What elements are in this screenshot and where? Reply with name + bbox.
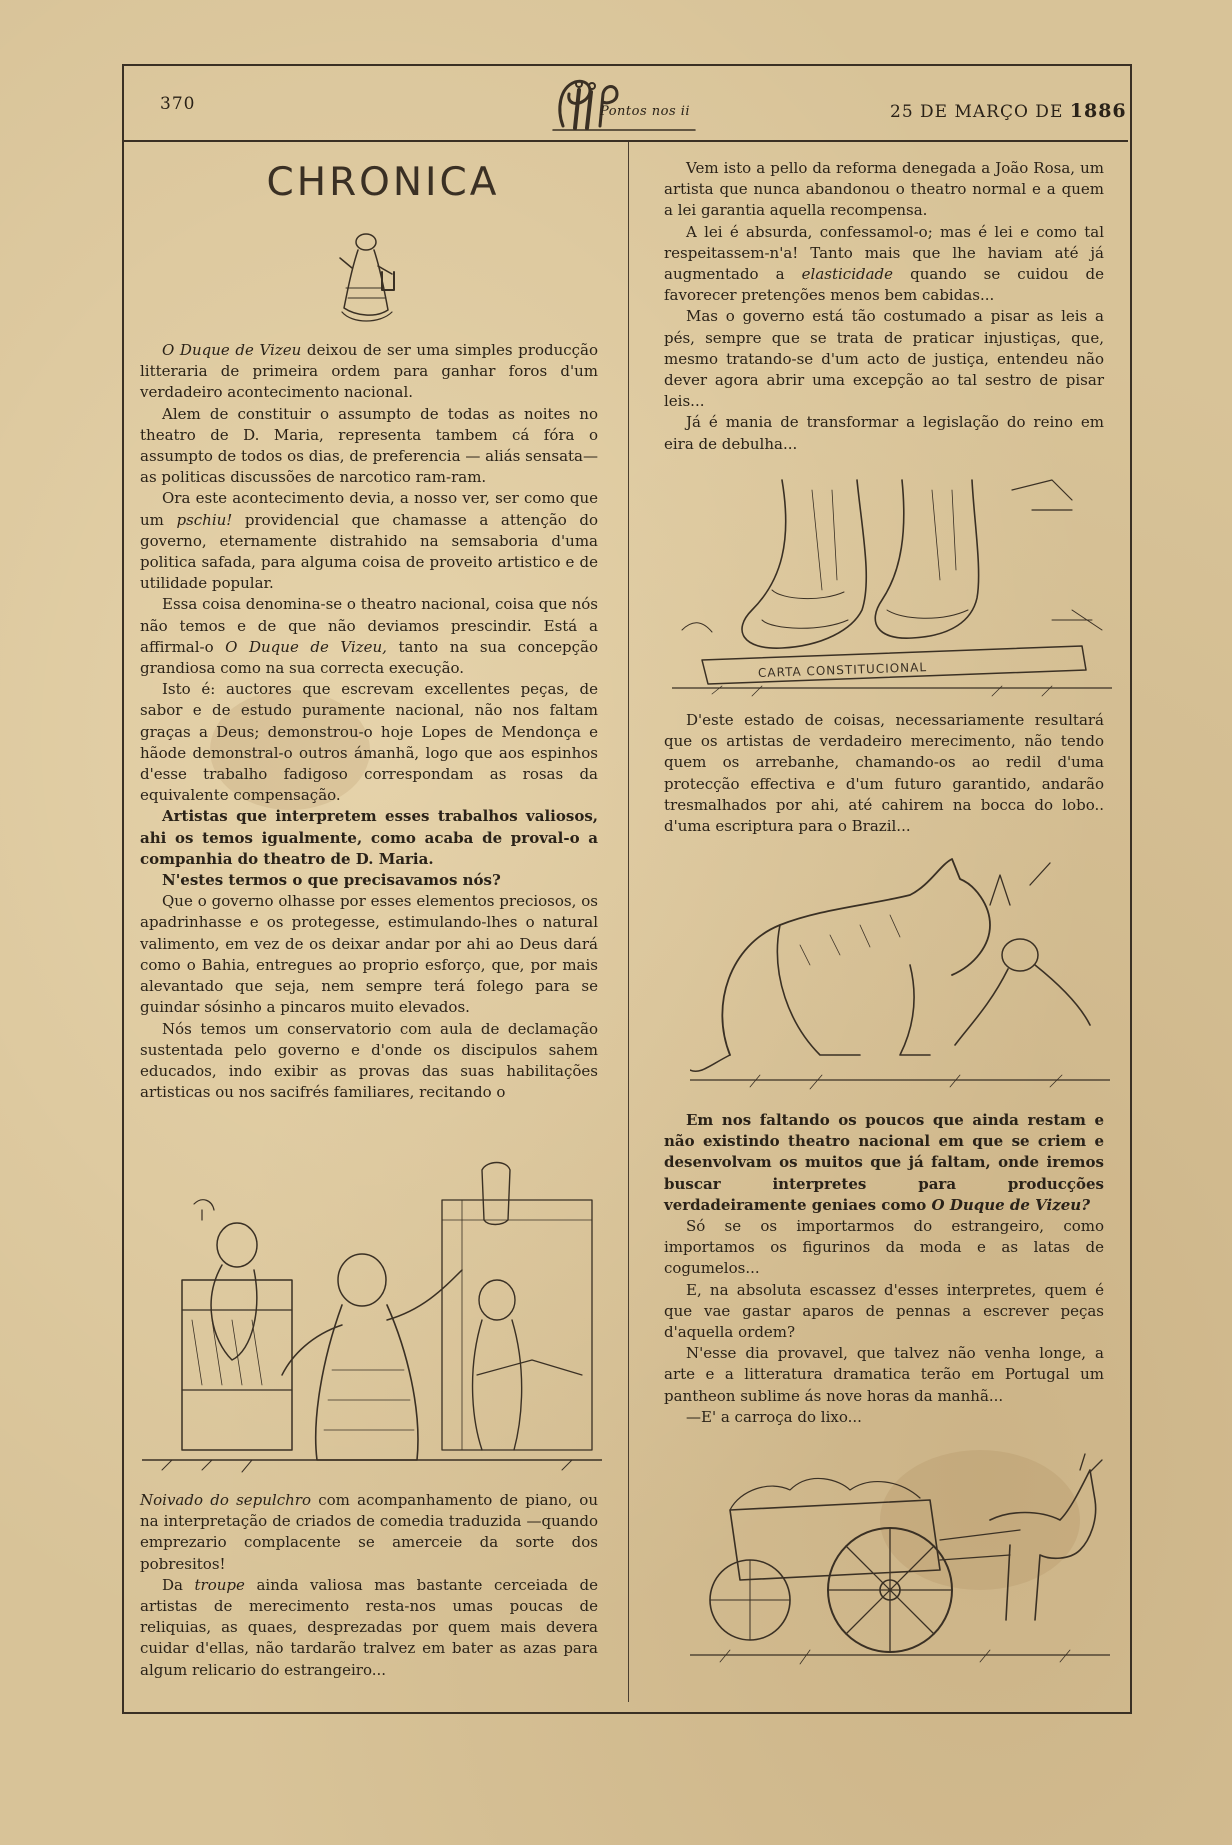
poem-title: Noivado do sepulchro — [140, 1491, 311, 1509]
paragraph — [140, 1490, 598, 1575]
right-column-text-top — [664, 158, 1104, 455]
paragraph-text: A lei é absurda, confessamol-o; mas é lei e como tal respeitassem-n'a! Tanto mais que lhe haviam até já augmentado a — [664, 222, 1104, 284]
column-rule — [628, 142, 629, 1702]
right-column-text-middle — [664, 710, 1104, 837]
issue-date — [890, 100, 1127, 122]
garbage-cart-illustration — [690, 1450, 1110, 1670]
paragraph-bold: Artistas que interpretem esses trabalhos valiosos, ahi os temos igualmente, como acaba de proval-o a companhia do theatro de D. Maria. — [140, 807, 598, 868]
italic-word: O Duque de Vizeu? — [931, 1195, 1090, 1214]
paragraph: D'este estado de coisas, necessariamente resultará que os artistas de verdadeiro merecimento, não tendo quem os arrebanhe, chamando-os ao redil d'uma protecção effectiva e d'um futuro garantido, andarão tresmalhados por ahi, até cahirem na bocca do lobo.. d'uma escriptura para o Brazil... — [664, 711, 1104, 836]
issue-date-year: 1886 — [1069, 100, 1127, 122]
paragraph — [664, 222, 1104, 307]
paragraph: Nós temos um conservatorio com aula de declamação sustentada pelo governo e d'onde os discipulos sahem educados, indo exibir as provas das suas habilitações artisticas ou nos sacifrés familiares, recitando o — [140, 1019, 598, 1102]
paragraph-text: quando se cuidou de favorecer pretenções menos bem cabidas... — [664, 265, 1104, 305]
paragraph: N'esse dia provavel, que talvez não venha longe, a arte e a litteratura dramatica terão em Portugal um pantheon sublime ás nove horas da manhã... — [664, 1344, 1104, 1405]
paragraph: Que o governo olhasse por esses elementos preciosos, os apadrinhasse e os protegesse, estimulando-lhes o natural valimento, em vez de os deixar andar por ahi ao Deus dará como o Bahia, entregues ao proprio esforço, que, por mais alevantado que seja, nem sempre terá folego para se guindar sósinho a pincaros muito elevados. — [140, 892, 598, 1017]
paragraph-text: deixou de ser uma simples producção litteraria de primeira ordem para ganhar foros d'um verdadeiro acontecimento nacional. — [140, 341, 599, 402]
paragraph-bold: N'estes termos o que precisavamos nós? — [162, 871, 501, 890]
masthead-logo — [545, 70, 705, 136]
paragraph-text: ainda valiosa mas bastante cerceiada de artistas de merecimento resta-nos umas poucas de reliquias, as quaes, desprezadas por quem mais devera cuidar d'ellas, não tardarão tralvez em bater as azas para algum relicario do estrangeiro... — [140, 1575, 598, 1679]
italic-word: O Duque de Vizeu, — [225, 637, 387, 656]
paragraph — [140, 488, 598, 594]
paragraph — [140, 340, 598, 404]
paragraph-text: providencial que chamasse a attenção do governo, eternamente distrahido na semsaboria d'uma politica safada, para alguma coisa de proveito artistico e de utilidade popular. — [140, 510, 598, 593]
wolf-attack-illustration — [690, 855, 1110, 1105]
paragraph: E, na absoluta escassez d'esses interpretes, quem é que vae gastar aparos de pennas a escrever peças d'aquella ordem? — [664, 1280, 1104, 1342]
paragraph-text: Em nos faltando os poucos que ainda restam e não existindo theatro nacional em que se criem e desenvolvam os muitos que já faltam, onde iremos buscar interpretes para producções verdadeiramente geniaes como — [664, 1111, 1104, 1214]
right-column-text-bottom — [664, 1110, 1104, 1428]
paragraph-text: Ora este acontecimento devia, a nosso ver, ser como que um — [140, 489, 598, 529]
paragraph: Mas o governo está tão costumado a pisar as leis a pés, sempre que se trata de praticar injustiças, que, mesmo tratando-se d'um acto de justiça, entendeu não dever agora abrir uma excepção ao tal sestro de pisar leis... — [664, 307, 1104, 411]
issue-date-prefix: 25 DE MARÇO DE — [890, 102, 1064, 122]
piano-recital-illustration — [142, 1160, 602, 1485]
paragraph-text: com acompanhamento de piano, ou na interpretação de criados de comedia traduzida —quando emprezario complacente se amerceie da sorte dos pobresitos! — [140, 1491, 598, 1573]
paragraph-bold — [664, 1110, 1104, 1216]
paragraph-text: Da — [162, 1575, 195, 1594]
article-lead-title: O Duque de Vizeu — [162, 341, 302, 359]
paragraph-text: tanto na sua concepção grandiosa como na sua correcta execução. — [140, 637, 599, 678]
title-vignette-illustration — [322, 228, 412, 328]
page-number: 370 — [160, 94, 196, 114]
left-column-text — [140, 340, 598, 1103]
paragraph-text: Essa coisa denomina-se o theatro nacional, coisa que nós não temos e de que não deviamos prescindir. Está a affirmal-o — [140, 595, 598, 656]
paragraph: —E' a carroça do lixo... — [686, 1407, 862, 1426]
left-column-continuation — [140, 1490, 598, 1681]
paragraph — [140, 594, 598, 679]
paragraph — [140, 1575, 598, 1681]
paragraph: Só se os importarmos do estrangeiro, como importamos os figurinos da moda e as latas de cogumelos... — [664, 1217, 1104, 1278]
section-title: CHRONICA — [266, 160, 500, 205]
trampled-charter-illustration — [672, 470, 1112, 705]
paragraph: Alem de constituir o assumpto de todas as noites no theatro de D. Maria, representa tambem cá fóra o assumpto de todos os dias, de preferencia — aliás sensata—as politicas discussões de narcotico ram-ram. — [140, 404, 598, 487]
header-rule — [122, 140, 1128, 142]
paragraph: Vem isto a pello da reforma denegada a João Rosa, um artista que nunca abandonou o theatro normal e a quem a lei garantia aquella recompensa. — [664, 159, 1104, 220]
paragraph: Já é mania de transformar a legislação do reino em eira de debulha... — [664, 413, 1104, 453]
charter-label: CARTA CONSTITUCIONAL — [757, 660, 928, 681]
masthead-title: Pontos nos ii — [600, 104, 691, 119]
paragraph: Isto é: auctores que escrevam excellentes peças, de sabor e de estudo puramente nacional, não nos faltam graças a Deus; demonstrou-o hoje Lopes de Mendonça e hãode demonstral-o outros ámanhã, logo que aos espinhos d'esse trabalho fadigoso correspondam as rosas da equivalente compensação. — [140, 680, 598, 805]
italic-word: elasticidade — [801, 265, 894, 284]
italic-word: troupe — [194, 1575, 245, 1594]
italic-word: pschiu! — [176, 510, 233, 529]
